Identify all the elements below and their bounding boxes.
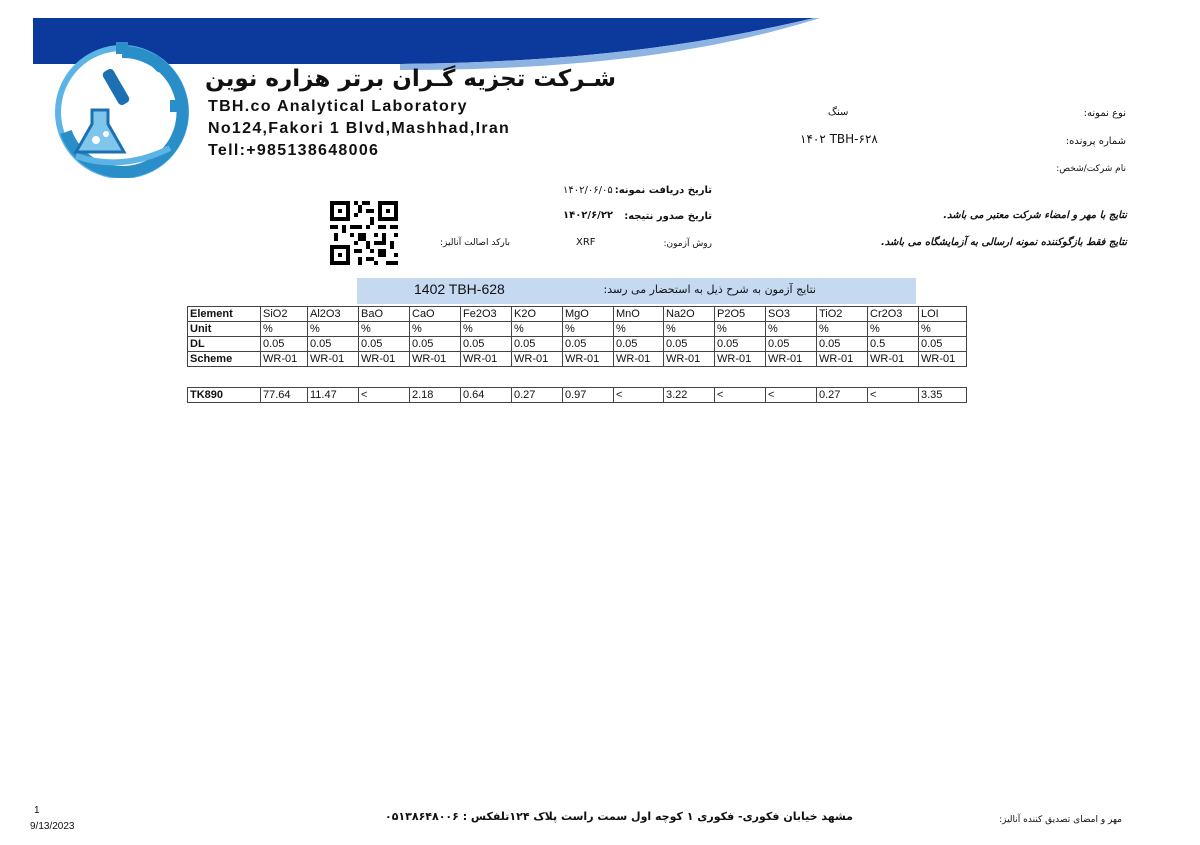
table-cell: 0.05 [308,337,359,352]
table-row [188,322,967,337]
table-cell: 0.05 [715,337,766,352]
table-cell: BaO [359,307,410,322]
table-cell: Na2O [664,307,715,322]
table-cell: P2O5 [715,307,766,322]
element-table [187,306,967,367]
table-cell: % [261,322,308,337]
receive-date-label: تاریخ دریافت نمونه: [614,185,712,196]
receive-date-value: ۱۴۰۲/۰۶/۰۵ [563,185,613,196]
table-row [188,337,967,352]
table-cell: WR-01 [563,352,614,367]
company-name-fa: شـرکت تجزیه گـران برتر هزاره نوین [205,66,616,92]
table-cell: 3.22 [664,388,715,403]
signature-label: مهر و امضای تصدیق کننده آنالیز: [999,815,1122,825]
table-cell: WR-01 [261,352,308,367]
table-cell: TiO2 [817,307,868,322]
table-cell: % [410,322,461,337]
table-cell: WR-01 [664,352,715,367]
table-cell: 0.05 [766,337,817,352]
sample-note: نتایج فقط بازگوکننده نمونه ارسالی به آزمایشگاه می باشد. [880,237,1127,248]
table-cell: 0.05 [919,337,967,352]
row-label-cell: TK890 [188,388,261,403]
validity-note: نتایج با مهر و امضاء شرکت معتبر می باشد. [943,210,1127,221]
company-name-en: TBH.co Analytical Laboratory [208,98,468,115]
table-cell: WR-01 [614,352,664,367]
table-cell: Al2O3 [308,307,359,322]
table-cell: % [461,322,512,337]
table-cell: % [563,322,614,337]
company-phone: Tell:+985138648006 [208,142,380,159]
table-cell: SiO2 [261,307,308,322]
test-method-label: روش آزمون: [663,239,712,249]
table-cell: % [766,322,817,337]
sample-row [188,388,967,403]
table-cell: 0.05 [461,337,512,352]
table-cell: 0.05 [817,337,868,352]
table-cell: % [359,322,410,337]
row-label-cell: Scheme [188,352,261,367]
table-row [188,352,967,367]
table-cell: 2.18 [410,388,461,403]
file-number-value: ۱۴۰۲ TBH-۶۲۸ [800,132,878,146]
table-cell: WR-01 [715,352,766,367]
table-cell: 0.27 [817,388,868,403]
issue-date-value: ۱۴۰۲/۶/۲۲ [563,210,614,221]
issue-date-label: تاریخ صدور نتیجه: [624,211,712,222]
table-cell: WR-01 [512,352,563,367]
table-cell: % [614,322,664,337]
table-cell: 0.05 [512,337,563,352]
results-intro-text: نتایج آزمون به شرح ذیل به استحضار می رسد: [603,283,816,296]
table-cell: CaO [410,307,461,322]
sample-results-table [187,387,967,403]
table-cell: WR-01 [817,352,868,367]
lab-logo-icon [52,40,200,178]
footer-address: مشهد خیابان فکوری- فکوری ۱ کوچه اول سمت راست پلاک ۱۲۴تلفکس : ۰۵۱۳۸۶۴۸۰۰۶ [385,810,853,823]
row-label-cell: Unit [188,322,261,337]
table-cell: WR-01 [868,352,919,367]
table-cell: K2O [512,307,563,322]
sample-type-label: نوع نمونه: [1083,108,1126,119]
table-cell: 0.05 [614,337,664,352]
table-cell: % [817,322,868,337]
table-cell: % [919,322,967,337]
table-cell: WR-01 [308,352,359,367]
test-method-value: XRF [576,237,596,248]
table-cell: SO3 [766,307,817,322]
results-header [357,278,916,304]
table-cell: 0.64 [461,388,512,403]
row-label-cell: DL [188,337,261,352]
table-cell: 11.47 [308,388,359,403]
table-cell: < [868,388,919,403]
table-cell: 3.35 [919,388,967,403]
table-cell: Cr2O3 [868,307,919,322]
table-cell: % [512,322,563,337]
table-cell: WR-01 [919,352,967,367]
table-row [188,307,967,322]
table-cell: < [715,388,766,403]
table-cell: 0.05 [410,337,461,352]
print-date: 9/13/2023 [30,821,75,832]
sample-type-value: سنگ [828,107,849,118]
table-cell: WR-01 [359,352,410,367]
table-cell: 0.97 [563,388,614,403]
qr-code-icon [330,201,398,265]
table-cell: 0.5 [868,337,919,352]
table-cell: WR-01 [410,352,461,367]
table-cell: WR-01 [461,352,512,367]
table-cell: 0.27 [512,388,563,403]
table-cell: 0.05 [261,337,308,352]
table-cell: 0.05 [664,337,715,352]
file-number-label: شماره پرونده: [1065,136,1126,147]
table-cell: < [766,388,817,403]
table-cell: < [614,388,664,403]
table-cell: % [868,322,919,337]
report-code: 1402 TBH-628 [414,281,505,297]
table-cell: 77.64 [261,388,308,403]
table-cell: 0.05 [563,337,614,352]
table-cell: < [359,388,410,403]
table-cell: % [715,322,766,337]
table-cell: LOI [919,307,967,322]
table-cell: 0.05 [359,337,410,352]
barcode-label: بارکد اصالت آنالیز: [440,238,510,248]
table-cell: % [664,322,715,337]
company-person-label: نام شرکت/شخص: [1056,164,1126,174]
table-cell: MgO [563,307,614,322]
table-cell: WR-01 [766,352,817,367]
row-label-cell: Element [188,307,261,322]
company-address-en: No124,Fakori 1 Blvd,Mashhad,Iran [208,120,511,137]
table-cell: % [308,322,359,337]
table-cell: MnO [614,307,664,322]
table-cell: Fe2O3 [461,307,512,322]
page-number: 1 [34,805,40,816]
